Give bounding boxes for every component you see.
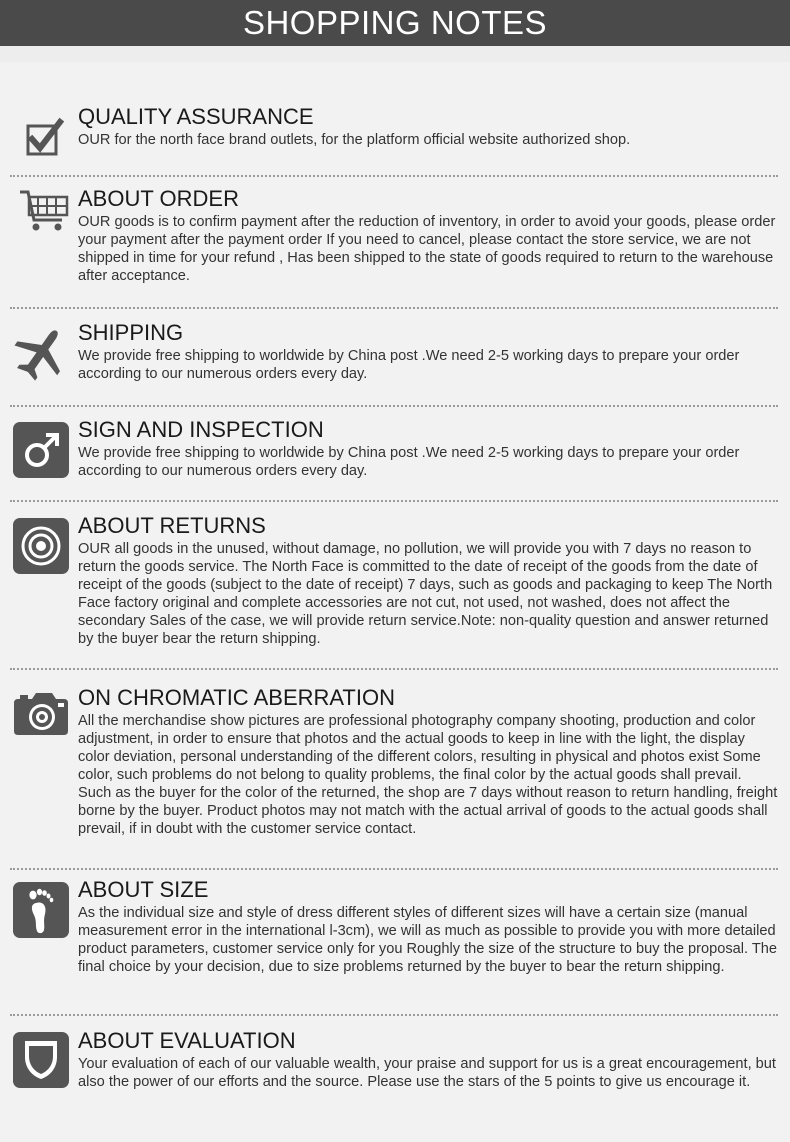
divider (10, 668, 778, 670)
page-title: SHOPPING NOTES (242, 4, 548, 41)
section-title: QUALITY ASSURANCE (78, 104, 314, 129)
section-title: ABOUT ORDER (78, 186, 239, 211)
divider (10, 307, 778, 309)
camera-icon (12, 685, 70, 743)
divider (10, 868, 778, 870)
shopping-cart-icon (12, 186, 70, 244)
section-body: We provide free shipping to worldwide by China post .We need 2-5 working days to prepare your order according to our numerous orders every day. (78, 348, 740, 382)
section-title: SHIPPING (78, 320, 184, 345)
header-bar (0, 0, 790, 46)
section-body: OUR all goods in the unused, without damage, no pollution, we will provide you with 7 days no reason to return the goods service. The North Face is committed to the date of receipt of the goods from the date of receipt of the goods (subject to the date of receipt) 7 days, such as goods and packaging to keep The North Face factory original and complete accessories are not cut, not used, not washed, does not affect the secondary Sales of the case, we will provide return service.Note: non-quality question and answer returned by the buyer bear the return shipping. (78, 541, 773, 647)
section-body: As the individual size and style of dress different styles of different sizes will have a certain size (manual measurement error in the international l-3cm), we will as much as possible to provide you with more detailed product parameters, customer service only for you Roughly the size of the structure to buy the proposal. The final choice by your decision, due to size problems returned by the buyer to bear the return shipping. (78, 905, 777, 975)
shield-icon (12, 1031, 70, 1089)
footprint-icon (12, 881, 70, 939)
divider (10, 500, 778, 502)
divider (10, 175, 778, 177)
section-body: All the merchandise show pictures are professional photography company shooting, production and color adjustment, in order to ensure that photos and the actual goods to keep in line with the light, the display color deviation, personal understanding of the different colors, resulting in physical and photos exist Some color, such problems do not belong to quality problems, the final color by the actual goods shall prevail. Such as the buyer for the color of the returned, the shop are 7 days without reason to return handling, freight borne by the buyer. Product photos may not match with the actual arrival of goods to the actual goods shall prevail, if in doubt with the customer service contact. (78, 713, 778, 837)
section-body: Your evaluation of each of our valuable wealth, your praise and support for us is a great encouragement, but also the power of our efforts and the source. Please use the stars of the 5 points to give us encourage it. (78, 1056, 776, 1090)
section-title: SIGN AND INSPECTION (78, 417, 324, 442)
target-icon (12, 517, 70, 575)
section-title: ABOUT SIZE (78, 877, 209, 902)
male-symbol-icon (12, 421, 70, 479)
section-body: OUR for the north face brand outlets, for the platform official website authorized shop. (78, 132, 631, 148)
section-title: ABOUT RETURNS (78, 513, 266, 538)
airplane-icon (12, 324, 70, 382)
divider (10, 1014, 778, 1016)
checkbox-check-icon (12, 112, 70, 170)
section-title: ON CHROMATIC ABERRATION (78, 685, 395, 710)
divider (10, 405, 778, 407)
section-title: ABOUT EVALUATION (78, 1028, 296, 1053)
section-body: OUR goods is to confirm payment after the reduction of inventory, in order to avoid your goods, please order your payment after the payment order If you need to cancel, please contact the store service, we are not shipped in time for your refund , Has been shipped to the state of goods required to return to the warehouse after acceptance. (78, 214, 776, 284)
section-body: We provide free shipping to worldwide by China post .We need 2-5 working days to prepare your order according to our numerous orders every day. (78, 445, 740, 479)
notes-panel (0, 62, 790, 1142)
